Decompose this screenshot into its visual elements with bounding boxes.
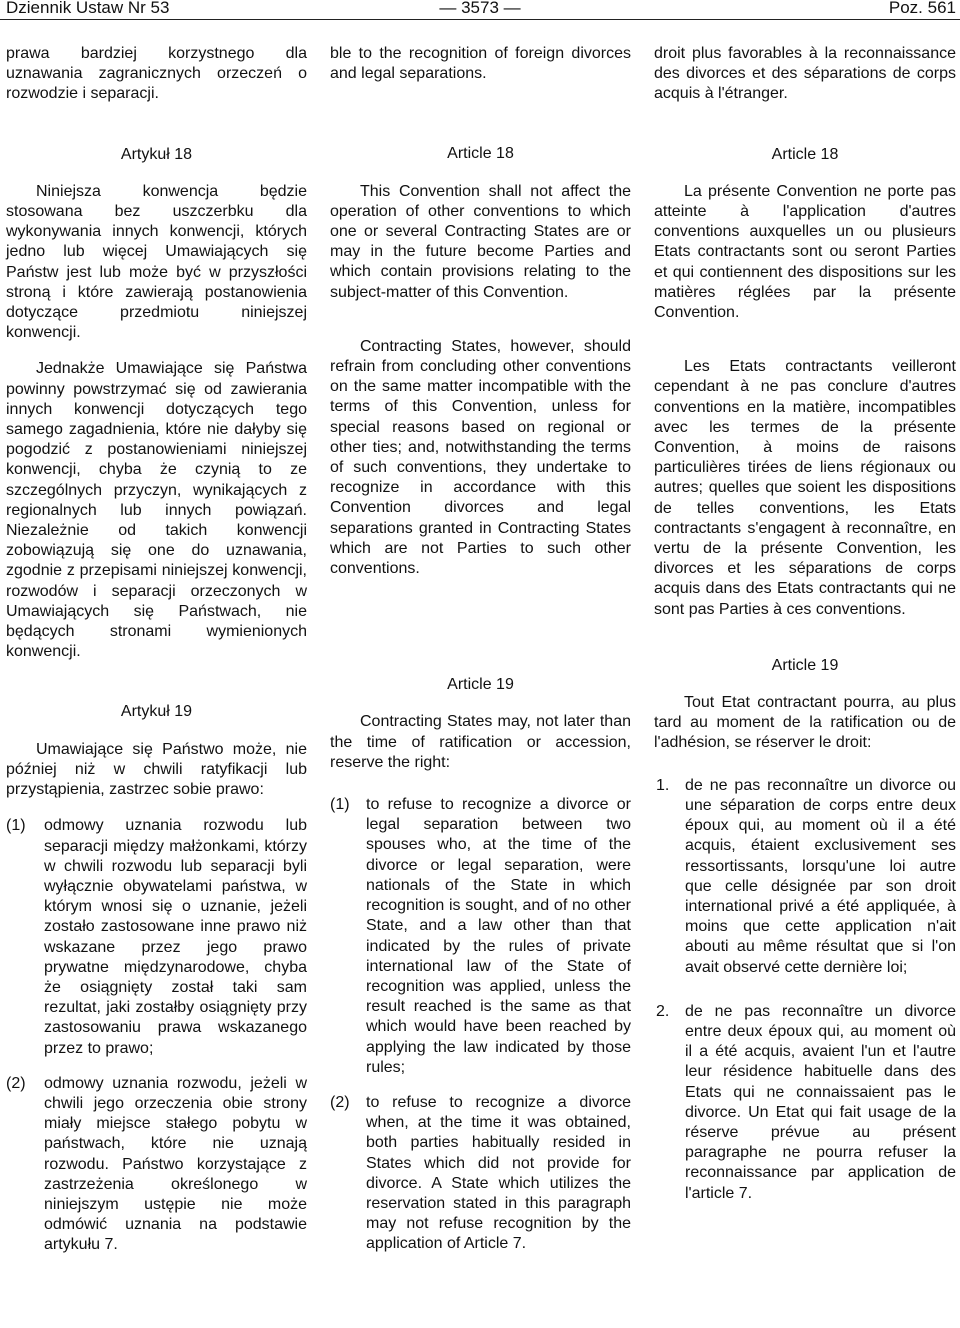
list-item	[654, 1002, 956, 1204]
polish-column	[6, 44, 307, 1271]
item-text: odmowy uznania rozwodu lub separacji między małżonkami, którzy w chwili rozwodu lub separacji byli wyłącznie obywatelami państwa, w którym wnosi się o uznanie, jeżeli zostało zastosowane inne prawo niż wskazane przez jego prawo prywatne międzynarodowe, chyba że osiągnięty został taki sam rezultat, jaki zostałby osiągnięty przy zastosowaniu prawa wskazanego przez to prawo;	[44, 817, 307, 1057]
item-text: odmowy uznania rozwodu, jeżeli w chwili jego orzeczenia obie strony miały miejsce stałego pobytu w państwach, które nie uznają rozwodu. Państwo korzystające z zastrzeżenia określonego w niniejszym ustępie nie może odmówić uznania na podstawie artykułu 7.	[44, 1074, 307, 1254]
french-intro: droit plus favorables à la reconnaissance des divorces et des séparations de corps acquis à l'étranger.	[654, 45, 956, 103]
list-item	[6, 816, 307, 1058]
list-item	[330, 1093, 631, 1255]
page-header	[0, 0, 960, 20]
item-number: (2)	[6, 1074, 26, 1092]
item-number: (2)	[330, 1093, 350, 1111]
english-column	[330, 44, 631, 1270]
french-art19-title: Article 19	[771, 656, 839, 674]
item-text: to refuse to recognize a divorce or legal separation between two spouses who, at the time of the divorce or legal separation, were nationals of the State in which recognition is sought, and of no other State, and a law other than that indicated by the rules of private international law of the State of recognition was applied, unless the result reached is the same as that which would have been reached by applying the law indicated by those rules;	[366, 796, 631, 1076]
english-intro: ble to the recognition of foreign divorces and legal separations.	[330, 45, 631, 83]
english-art18-p2: Contracting States, however, should refrain from concluding other conventions on the same matter incompatible with the terms of this Convention, unless for special reasons based on regional or other ties; and, notwithstanding the terms of such conventions, they undertake to recognize in accordance with this Convention divorces and legal separations granted in Contracting States which are not Parties to such other conventions.	[330, 337, 631, 578]
list-item	[330, 795, 631, 1078]
polish-art19-intro: Umawiające się Państwo może, nie później niż w chwili ratyfikacji lub przystąpienia, zastrzec sobie prawo:	[6, 740, 307, 799]
list-item	[6, 1074, 307, 1256]
position-number: Poz. 561	[888, 0, 956, 17]
french-column	[654, 44, 956, 1219]
page-number: — 3573 —	[439, 0, 521, 17]
list-item	[654, 776, 956, 978]
english-art18-title: Article 18	[447, 145, 514, 163]
polish-art18-p2: Jednakże Umawiające się Państwa powinny powstrzymać się od zawierania innych konwencji dotyczących tego samego zagadnienia, które nie dałyby się pogodzić z postanowieniami niniejszej konwencji, chyba że czynią to ze szczególnych przyczyn, wynikających z regionalnych lub innych powiązań. Niezależnie od takich konwencji zobowiązują się one do uznawania, zgodnie z przepisami niniejszej konwencji, rozwodów i separacji orzeczonych w Umawiających się Państwach, nie będących stronami wymienionych konwencji.	[6, 360, 307, 661]
item-text: de ne pas reconnaître un divorce ou une séparation de corps entre deux époux qui, au moment où il a été acquis, étaient exclusivement ses ressortissants, lorsqu'une loi autre que celle désignée par son droit international privé a été appliquée, à moins que cette application n'ait abouti au même résultat que si l'on avait observé cette dernière loi;	[685, 776, 956, 976]
item-text: de ne pas reconnaître un divorce entre deux époux qui, au moment où il a été acquis, avaient l'un et l'autre leur résidence habituelle dans des Etats qui ne connaissaient pas le divorce. Un Etat qui fait usage de la réserve prévue au présent paragraphe ne pourra refuser la reconnaissance par application de l'article 7.	[685, 1002, 956, 1202]
english-art18-p1: This Convention shall not affect the operation of other conventions to which one or several Contracting States are or may in the future become Parties and which contain provisions relating to the subject-matter of this Convention.	[330, 182, 631, 301]
item-number: (1)	[330, 796, 350, 814]
item-number: (1)	[6, 817, 26, 835]
header-rule	[0, 19, 960, 20]
polish-art18-p1: Niniejsza konwencja będzie stosowana bez uszczerbku dla wykonywania innych konwencji, których jedno lub więcej Umawiających się Państw jest lub może być w przyszłości stroną i które zawierają postanowienia dotyczące przedmiotu niniejszej konwencji.	[6, 182, 307, 342]
polish-art19-title: Artykuł 19	[120, 703, 193, 721]
polish-art18-title: Artykuł 18	[120, 145, 193, 163]
item-text: to refuse to recognize a divorce when, at the time it was obtained, both parties habitually resided in States which did not provide for divorce. A State which utilizes the reservation stated in this paragraph may not refuse recognition by the application of Article 7.	[366, 1093, 631, 1253]
english-art19-intro: Contracting States may, not later than the time of ratification or accession, reserve the right:	[330, 713, 631, 771]
english-art19-title: Article 19	[447, 676, 514, 694]
item-number: 2.	[656, 1002, 670, 1020]
french-art19-intro: Tout Etat contractant pourra, au plus tard au moment de la ratification ou de l'adhésion, se réserver le droit:	[654, 694, 956, 752]
french-art18-p1: La présente Convention ne porte pas atteinte à l'application d'autres conventions auxquelles un ou plusieurs Etats contractants sont ou seront Parties et qui contiennent des dispositions sur les matières réglées par la présente Convention.	[654, 182, 956, 322]
polish-intro: prawa bardziej korzystnego dla uznawania zagranicznych orzeczeń o rozwodzie i separacji.	[6, 45, 307, 103]
item-number: 1.	[656, 776, 670, 794]
journal-title: Dziennik Ustaw Nr 53	[6, 0, 170, 17]
french-art18-title: Article 18	[771, 145, 839, 163]
french-art18-p2: Les Etats contractants veilleront cependant à ne pas conclure d'autres conventions en la matière, incompatibles avec les termes de la présente Convention, à moins de raisons particulières tirées de liens régionaux ou autres; quelles que soient les dispositions de telles conventions, les Etats contractants s'engagent à reconnaître, en vertu de la présente Convention, les divorces et les séparations de corps acquis dans des Etats contractants qui ne sont pas Parties à ces conventions.	[654, 358, 956, 618]
